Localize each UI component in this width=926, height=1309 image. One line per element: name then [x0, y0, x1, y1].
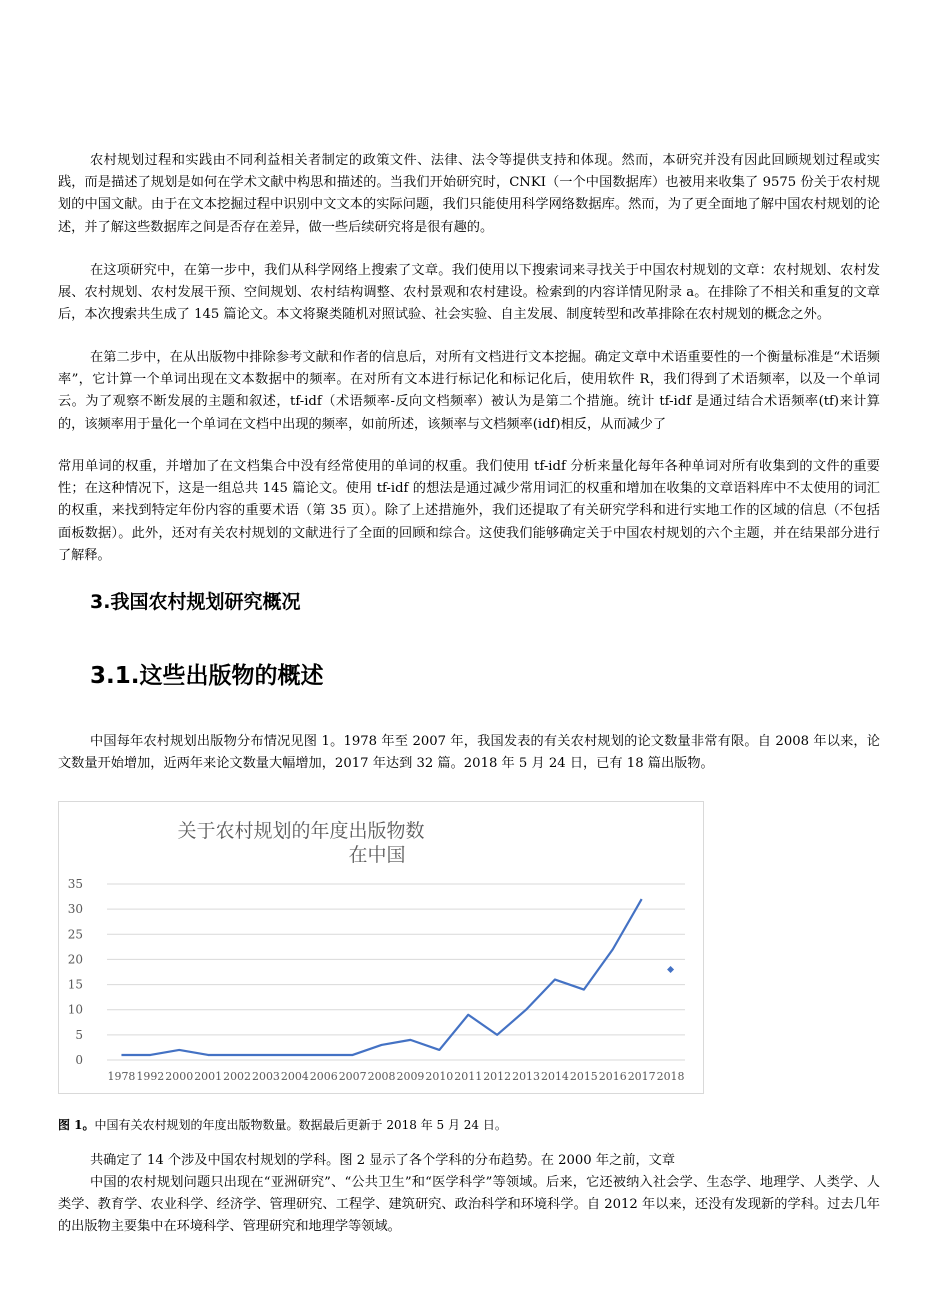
- x-tick-label: 2016: [598, 1069, 627, 1083]
- series-line: [121, 899, 641, 1055]
- chart-title-line-1: 关于农村规划的年度出版物数: [177, 820, 425, 842]
- x-tick-label: 2015: [569, 1069, 598, 1083]
- x-tick-label: 2001: [194, 1069, 223, 1083]
- x-tick-label: 2002: [223, 1069, 251, 1083]
- x-tick-label: 2017: [627, 1069, 656, 1083]
- x-tick-label: 2013: [512, 1069, 540, 1083]
- x-tick-label: 2009: [396, 1069, 425, 1083]
- chart-title-line-2: 在中国: [348, 844, 406, 866]
- x-tick-label: 2008: [367, 1069, 396, 1083]
- section-heading: 3.我国农村规划研究概况: [90, 591, 301, 613]
- x-tick-label: 2003: [252, 1069, 280, 1083]
- x-tick-label: 2014: [541, 1069, 569, 1083]
- x-tick-label: 1992: [136, 1069, 165, 1083]
- data-point-2018-marker: [667, 966, 674, 973]
- paragraph-5: 中国每年农村规划出版物分布情况见图 1。1978 年至 2007 年，我国发表的有关农村规划的论文数量非常有限。自 2008 年以来，论文数量开始增加，近两年来论文数量大幅增加，2017 年达到 32 篇。2018 年 5 月 24 日，已有 18 篇出版物。: [58, 734, 880, 772]
- paragraph-1: 农村规划过程和实践由不同利益相关者制定的政策文件、法律、法令等提供支持和体现。然而，本研究并没有因此回顾规划过程或实践，而是描述了规划是如何在学术文献中构思和描述的。当我们开始研究时，CNKI（一个中国数据库）也被用来收集了 9575 份关于农村规划的中国文献。由于在文本挖掘过程中识别中文文本的实际问题，我们只能使用科学网络数据库。然而，为了更全面地了解中国农村规划的论述，并了解这些数据库之间是否存在差异，做一些后续研究将是很有趣的。: [58, 153, 880, 235]
- paragraph-7: 中国的农村规划问题只出现在“亚洲研究”、“公共卫生”和“医学科学”等领域。后来，它还被纳入社会学、生态学、地理学、人类学、人类学、教育学、农业科学、经济学、管理研究、工程学、建筑研究、政治科学和环境科学。自 2012 年以来，还没有发现新的学科。过去几年的出版物主要集中在环境科学、管理研究和地理学等领域。: [58, 1175, 880, 1235]
- paragraph-6: 共确定了 14 个涉及中国农村规划的学科。图 2 显示了各个学科的分布趋势。在 2000 年之前，文章: [90, 1153, 676, 1168]
- y-tick-label: 20: [67, 952, 83, 967]
- subsection-heading: 3.1.这些出版物的概述: [90, 663, 324, 689]
- y-tick-label: 5: [75, 1027, 83, 1042]
- x-tick-label: 2011: [454, 1069, 483, 1083]
- caption-label: 图 1。: [58, 1118, 95, 1132]
- figure-1-chart: [58, 801, 704, 1094]
- x-tick-label: 2006: [309, 1069, 338, 1083]
- paragraph-2: 在这项研究中，在第一步中，我们从科学网络上搜索了文章。我们使用以下搜索词来寻找关于中国农村规划的文章：农村规划、农村发展、农村规划、农村发展干预、空间规划、农村结构调整、农村景观和农村建设。检索到的内容详情见附录 a。在排除了不相关和重复的文章后，本次搜索共生成了 145 篇论文。本文将聚类随机对照试验、社会实验、自主发展、制度转型和改革排除在农村规划的概念之外。: [58, 263, 880, 323]
- caption-text: 中国有关农村规划的年度出版物数量。数据最后更新于 2018 年 5 月 24 日。: [94, 1118, 507, 1132]
- x-tick-label: 2010: [425, 1069, 454, 1083]
- y-tick-label: 35: [67, 877, 83, 891]
- y-tick-label: 25: [67, 927, 83, 942]
- y-tick-label: 10: [67, 1002, 83, 1017]
- y-tick-label: 0: [75, 1053, 83, 1067]
- paragraph-4: 常用单词的权重，并增加了在文档集合中没有经常使用的单词的权重。我们使用 tf-idf 分析来量化每年各种单词对所有收集到的文件的重要性；在这种情况下，这是一组总共 145 篇论文。使用 tf-idf 的想法是通过减少常用词汇的权重和增加在收集的文章语料库中不太使用的词汇的权重，来找到特定年份内容的重要术语（第 35 页）。除了上述措施外，我们还提取了有关研究学科和进行实地工作的区域的信息（不包括面板数据）。此外，还对有关农村规划的文献进行了全面的回顾和综合。这使我们能够确定关于中国农村规划的六个主题，并在结果部分进行了解释。: [58, 459, 880, 563]
- x-tick-label: 2004: [280, 1069, 309, 1083]
- y-tick-label: 15: [67, 977, 83, 992]
- y-tick-label: 30: [67, 902, 83, 917]
- line-chart: [59, 802, 703, 1093]
- x-tick-label: 2007: [338, 1069, 367, 1083]
- paragraph-3: 在第二步中，在从出版物中排除参考文献和作者的信息后，对所有文档进行文本挖掘。确定文章中术语重要性的一个衡量标准是“术语频率”，它计算一个单词出现在文本数据中的频率。在对所有文本进行标记化和标记化后，使用软件 R，我们得到了术语频率，以及一个单词云。为了观察不断发展的主题和叙述，tf-idf（术语频率-反向文档频率）被认为是第二个措施。统计 tf-idf 是通过结合术语频率(tf)来计算的，该频率用于量化一个单词在文档中出现的频率，如前所述，该频率与文档频率(idf)相反，从而减少了: [58, 350, 880, 432]
- x-tick-label: 2012: [483, 1069, 512, 1083]
- x-tick-label: 2000: [165, 1069, 194, 1083]
- x-tick-label: 1978: [107, 1069, 136, 1083]
- figure-caption: [58, 1116, 507, 1133]
- x-tick-label: 2018: [656, 1069, 685, 1083]
